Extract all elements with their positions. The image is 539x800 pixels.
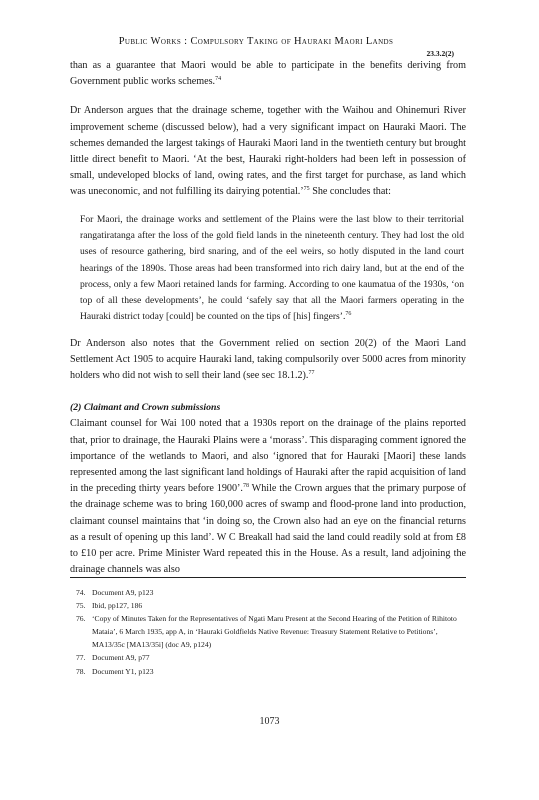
paragraph-1-text: than as a guarantee that Maori would be able to participate in the benefits deriving from Government public works schemes.	[70, 60, 466, 88]
footnote-divider	[70, 577, 466, 578]
footnote-text: Document A9, p123	[92, 588, 154, 597]
footnote-text: ‘Copy of Minutes Taken for the Representatives of Ngati Maru Present at the Second Hearing of the Petition of Rihitoto Mataia’, 6 March 1935, app A, in ‘Hauraki Goldfields Native Revenue: Treasury Statement Relative to Petitions’, MA13/35c [MA13/35i] (doc A9, p124)	[92, 614, 457, 650]
footnote-ref-75[interactable]: 75	[303, 186, 310, 193]
footnote-number: 74.	[76, 588, 86, 597]
paragraph-3-text: Dr Anderson also notes that the Government relied on section 20(2) of the Maori Land Settlement Act 1905 to acquire Hauraki land, taking compulsorily over 5000 acres from minority holders who did not wish to sell their land (see sec 18.1.2).	[70, 337, 466, 382]
section-subheading: (2) Claimant and Crown submissions	[70, 402, 221, 414]
footnote-number: 78.	[76, 666, 86, 676]
paragraph-3	[70, 336, 466, 385]
paragraph-4-text-a: Claimant counsel for Wai 100 noted that a 1930s report on the drainage of the plains reported that, prior to drainage, the Hauraki Plains were a ‘morass’. This disparaging comment ignored the importance of the wetlands to Maori, and also ‘ignored that for Hauraki [Maori] these lands represented among the last significant land holdings of Hauraki after the rapid acquisition of land in the preceding thirty years before 1900’.	[70, 418, 466, 495]
footnote-74	[76, 586, 466, 599]
footnote-number: 76.	[76, 614, 86, 624]
footnote-text: Document Y1, p123	[92, 666, 154, 676]
paragraph-2-text: Dr Anderson argues that the drainage scheme, together with the Waihou and Ohinemuri River improvement scheme (discussed below), had a very significant impact on Hauraki Maori. The schemes demanded the largest takings of Hauraki Maori land in the twentieth century but brought little direct benefit to Maori. ‘At the best, Hauraki right-holders had been left in possession of small, undeveloped blocks of land, owing rates, and the first target for purchase, as land which was uneconomic, and not fulfilling its dairying potential.’	[70, 105, 466, 198]
footnote-ref-76[interactable]: 76	[345, 311, 352, 318]
footnote-75	[76, 599, 466, 612]
footnote-text: Document A9, p77	[92, 653, 150, 663]
footnote-78	[76, 665, 466, 678]
paragraph-2-end: She concludes that:	[309, 186, 391, 198]
block-quote	[80, 212, 464, 326]
footnotes	[76, 586, 466, 678]
footnote-number: 77.	[76, 653, 86, 663]
paragraph-4-text-b: While the Crown argues that the primary purpose of the drainage scheme was to bring 160,000 acres of swamp and flood-prone land into production, claimant counsel maintains that ‘in doing so, the Crown also had an eye on the financial returns as a result of opening up this land’. W C Breakall had said the land could readily sold at from £8 to £10 per acre. Prime Minister Ward repeated this in the House. As a result, land adjoining the drainage channels was also	[70, 483, 466, 576]
footnote-number: 75.	[76, 601, 86, 611]
page-number: 1073	[259, 716, 280, 727]
paragraph-4	[70, 416, 466, 578]
footnote-77	[76, 651, 466, 664]
running-header-title: Public Works : Compulsory Taking of Hauraki Maori Lands	[118, 36, 394, 47]
section-number: 23.3.2(2)	[426, 49, 454, 58]
footnote-ref-77[interactable]: 77	[308, 370, 315, 377]
paragraph-2	[70, 103, 466, 200]
footnote-76	[76, 612, 466, 651]
footnote-text: Ibid, pp127, 186	[92, 601, 143, 611]
block-quote-text: For Maori, the drainage works and settlement of the Plains were the last blow to their territorial rangatiratanga after the loss of the gold field lands in the nineteenth century. They had lost the old uses of resource gathering, bird snaring, and of the eel weirs, so hotly disputed in the land court hearings of the 1890s. Those areas had been transformed into rich dairy land, but at the end of the process, only a few Maori retained lands for farming. According to one kaumatua of the 1930s, ‘on top of all these developments’, he could ‘safely say that all the Maori farmers operating in the Hauraki district today [could] be counted on the tips of [his] fingers’.	[80, 213, 464, 323]
main-text	[70, 58, 466, 589]
paragraph-1	[70, 58, 466, 90]
footnote-ref-78[interactable]: 78	[242, 483, 249, 490]
footnote-ref-74[interactable]: 74	[215, 76, 222, 83]
